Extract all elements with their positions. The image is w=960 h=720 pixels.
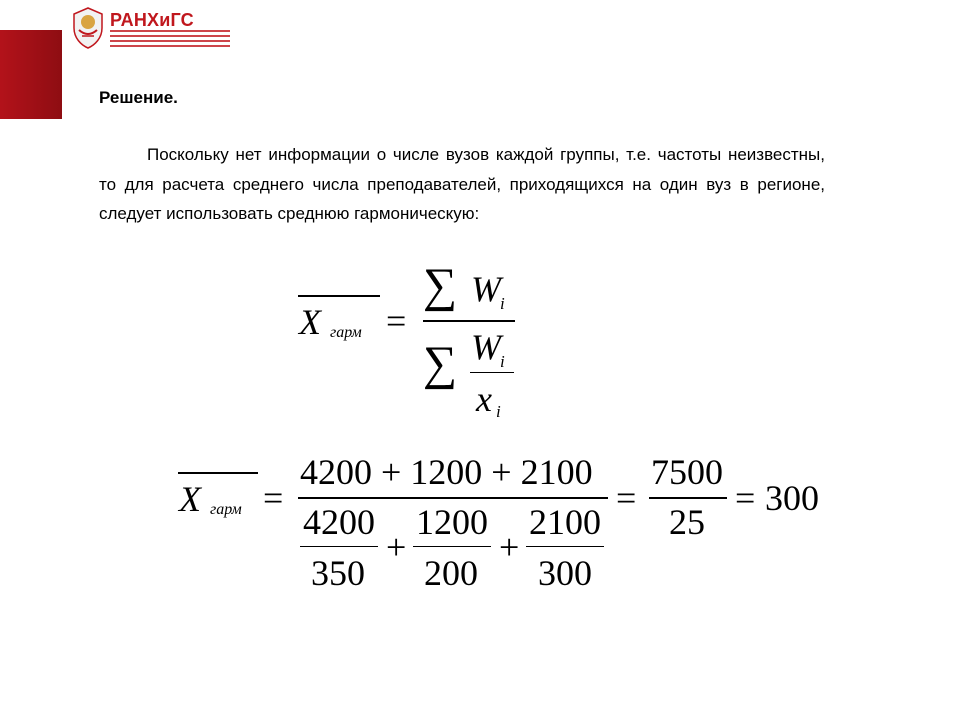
lhs-overline bbox=[298, 295, 380, 297]
result-denominator: 25 bbox=[669, 502, 705, 542]
fraction-1-numerator: 4200 bbox=[303, 502, 375, 542]
result-numerator: 7500 bbox=[651, 452, 723, 492]
numerator-subscript: i bbox=[500, 294, 505, 313]
logo bbox=[70, 6, 230, 50]
fraction-3-bar bbox=[526, 546, 604, 547]
denominator-sum-symbol: ∑ bbox=[423, 337, 458, 390]
main-fraction-bar bbox=[423, 320, 515, 322]
main-fraction-bar bbox=[298, 497, 608, 499]
equals-sign: = bbox=[263, 478, 284, 518]
inner-denominator-subscript: i bbox=[496, 402, 501, 421]
fraction-1-bar bbox=[300, 546, 378, 547]
fraction-2-numerator: 1200 bbox=[416, 502, 488, 542]
equals-sign: = bbox=[386, 301, 407, 341]
result-fraction-bar bbox=[649, 497, 727, 499]
lhs-variable: X bbox=[299, 302, 321, 342]
sum-symbol: ∑ bbox=[423, 259, 458, 312]
solution-heading: Решение. bbox=[99, 88, 178, 107]
equals-sign-2: = bbox=[616, 478, 637, 518]
numerator-variable: W bbox=[471, 269, 501, 309]
lhs-overline bbox=[178, 472, 258, 474]
lhs-variable: X bbox=[179, 479, 201, 519]
sum-numerator: 4200 + 1200 + 2100 bbox=[300, 452, 593, 492]
fraction-3-denominator: 300 bbox=[538, 553, 592, 593]
plus-sign-1: + bbox=[386, 527, 407, 567]
fraction-2-bar bbox=[413, 546, 491, 547]
denominator-variable: W bbox=[471, 327, 501, 367]
fraction-1-denominator: 350 bbox=[311, 553, 365, 593]
logo-title: РАНХиГС bbox=[110, 10, 194, 30]
fraction-3-numerator: 2100 bbox=[529, 502, 601, 542]
lhs-subscript: гарм bbox=[330, 324, 362, 341]
lhs-subscript: гарм bbox=[210, 501, 242, 518]
red-accent-bar bbox=[0, 30, 62, 119]
plus-sign-2: + bbox=[499, 527, 520, 567]
solution-paragraph: Поскольку нет информации о числе вузов каждой группы, т.е. частоты неизвестны, то для расчета среднего числа преподавателей, приходящихся на один вуз в регионе, следует использовать среднюю гармоническую: bbox=[99, 145, 825, 223]
inner-fraction-bar bbox=[470, 372, 514, 373]
final-result: 300 bbox=[765, 478, 819, 518]
emblem-icon bbox=[70, 6, 106, 50]
equals-sign-3: = bbox=[735, 478, 756, 518]
denominator-subscript: i bbox=[500, 352, 505, 371]
logo-caption-lines bbox=[110, 30, 230, 50]
fraction-2-denominator: 200 bbox=[424, 553, 478, 593]
inner-denominator-variable: x bbox=[476, 379, 492, 419]
